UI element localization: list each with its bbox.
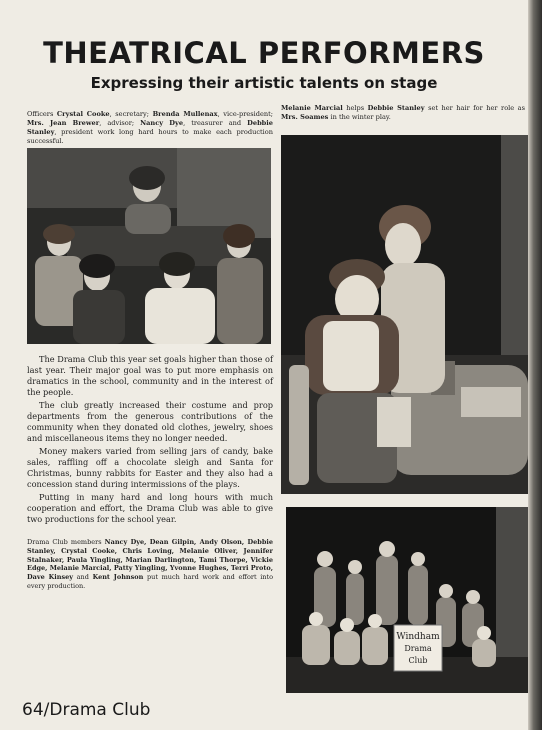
caption-text: helps: [342, 104, 368, 112]
officers-caption: [27, 110, 273, 146]
caption-text: , vice-president;: [217, 110, 273, 118]
caption-name: Mrs. Jean Brewer: [27, 119, 100, 127]
body-paragraph: Putting in many hard and long hours with much cooperation and effort, the Drama Club was able to give two productions for the school year.: [27, 492, 273, 524]
caption-text: put much hard work and effort into every production.: [27, 573, 274, 590]
officers-photo: [27, 148, 271, 344]
caption-text: set her hair for her role as: [424, 104, 525, 112]
caption-name: Crystal Cooke: [56, 110, 110, 118]
sign-line-3: Club: [408, 656, 428, 665]
members-caption: [27, 538, 273, 591]
caption-text: , president work long hard hours to make each production successful.: [27, 128, 273, 145]
body-paragraph: The club greatly increased their costume and prop departments from the generous contributions of the community when they donated old clothes, jewelry, shoes and miscellaneous items they no longer needed.: [27, 400, 273, 443]
caption-name: Melanie Marcial: [281, 104, 343, 112]
sign-line-1: Windham: [396, 632, 440, 642]
makeup-caption: [281, 104, 525, 122]
page-folio: 64/Drama Club: [22, 700, 151, 720]
page-subtitle: Expressing their artistic talents on stage: [90, 74, 438, 92]
caption-name: Debbie Stanley: [27, 119, 273, 136]
body-paragraph: Money makers varied from selling jars of candy, bake sales, raffling off a chocolate sleigh and Santa for Christmas, bunny rabbits for Easter and they also had a concession stand during intermissions of the plays.: [27, 446, 273, 489]
sign-line-2: Drama: [404, 644, 432, 653]
group-photo: [286, 507, 528, 693]
caption-text: and: [73, 573, 93, 582]
caption-name: Mrs. Soames: [281, 113, 329, 121]
caption-name: Nancy Dye: [140, 119, 184, 127]
caption-text: , secretary;: [109, 110, 153, 118]
caption-name: Debbie Stanley: [367, 104, 425, 112]
caption-text: , advisor;: [99, 119, 141, 127]
caption-text: Drama Club members: [27, 538, 105, 546]
body-copy: [27, 354, 273, 527]
caption-text: Officers: [27, 110, 57, 118]
page-edge: [528, 0, 542, 730]
caption-name: Kent Johnson: [92, 573, 144, 582]
body-paragraph: The Drama Club this year set goals higher than those of last year. Their major goal was to put more emphasis on dramatics in the school, community and in the interest of the people.: [27, 354, 273, 397]
caption-text: in the winter play.: [328, 113, 391, 121]
page-title: THEATRICAL PERFORMERS: [43, 36, 485, 70]
caption-text: , treasurer and: [183, 119, 248, 127]
caption-name: Brenda Mullenax: [152, 110, 218, 118]
caption-name: Nancy Dye, Dean Gilpin, Andy Olson, Debbie Stanley, Crystal Cooke, Chris Loving, Melanie Oliver, Jennifer Stalnaker, Paula Yingling, Marian Darlington, Tami Thorpe, Vickie Edge, Melanie Marcial, Patty Yingling, Yvonne Hughes, Terri Proto, Dave Kinsey: [27, 538, 273, 582]
makeup-photo: [281, 135, 528, 494]
